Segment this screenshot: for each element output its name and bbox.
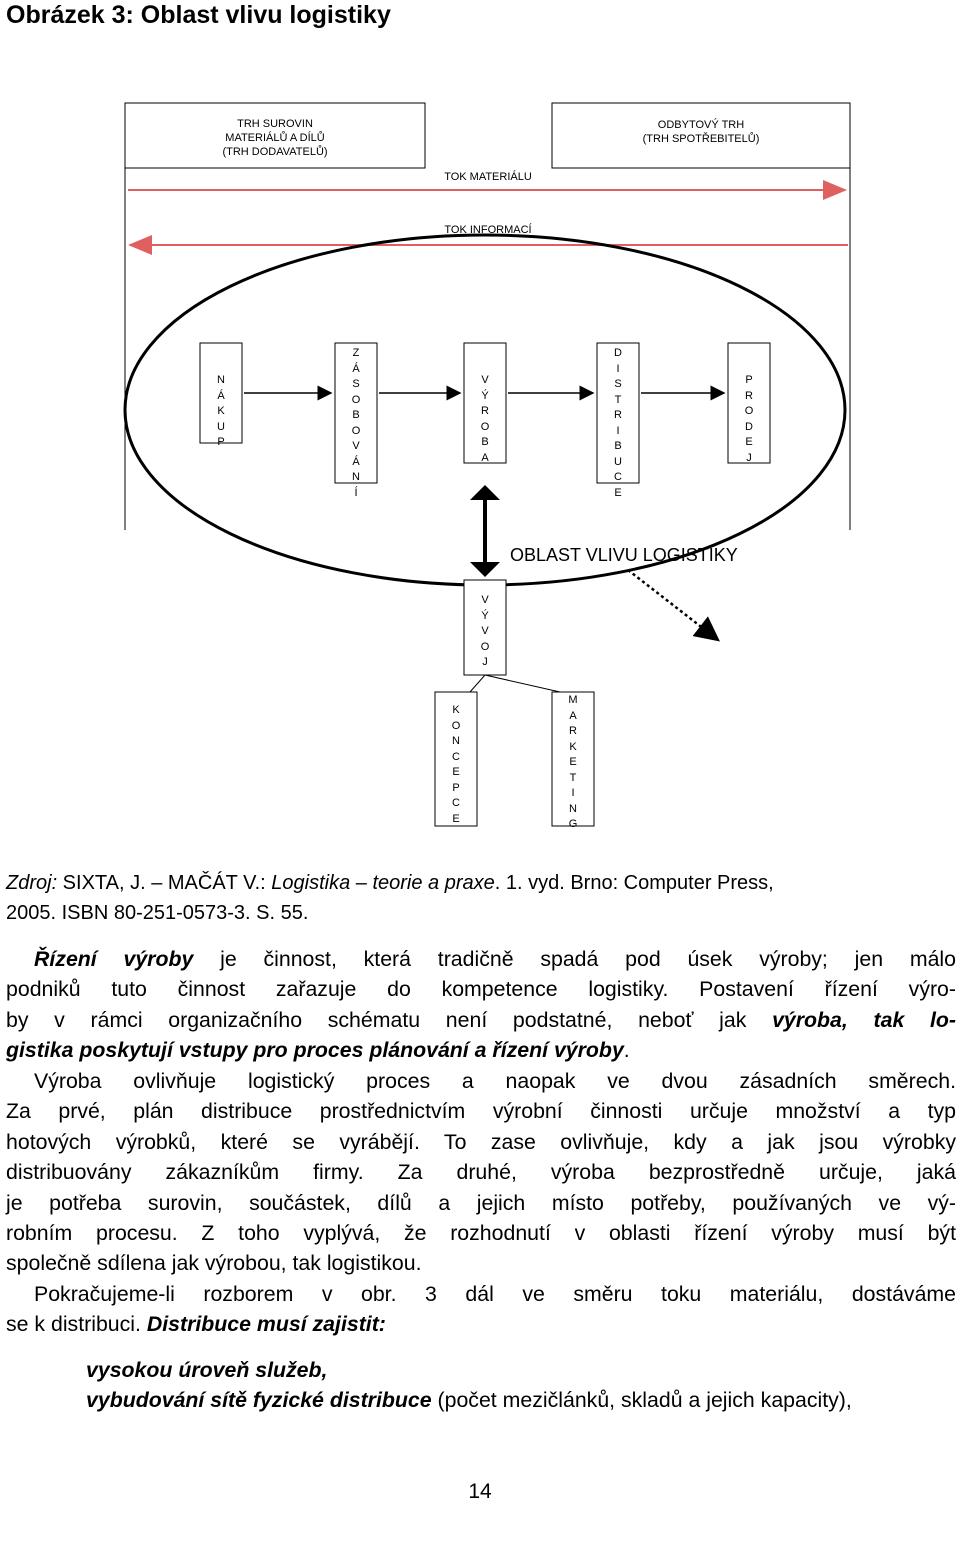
figure-title: Obrázek 3: Oblast vlivu logistiky — [6, 1, 391, 29]
marketing-text: M A R K E T I N G — [568, 694, 578, 830]
material-flow-label: TOK MATERIÁLU — [444, 171, 532, 183]
stage-nakup: N Á K U P — [217, 374, 225, 448]
paragraph-production-control: Řízení výroby je činnost, která tradičně spadá pod úsek výroby; jen málo podniků tuto činnost zařazuje do kompetence logistiky. Postavení řízení výro- by v rámci organizačního schématu není podstatné, neboť jak výroba, tak lo- gistika poskytují vstupy pro proces plánování a řízení výroby. — [6, 947, 957, 1063]
page-number: 14 — [468, 1480, 492, 1503]
concept-text: K O N C E P C E — [451, 704, 461, 825]
bullet-item: vysokou úroveň služeb, — [86, 1358, 328, 1382]
paragraph-production-influence: Výroba ovlivňuje logistický proces a naopak ve dvou zásadních směrech. Za prvé, plán distribuce prostřednictvím výrobní činnosti určuje množství a typ hotových výrobků, které se vyrábějí. To zase ovlivňuje, kdy a jak jsou výrobky distribuovány zákazníkům firmy. Za druhé, výroba bezprostředně určuje, jaká je potřeba surovin, součástek, dílů a jejich místo potřeby, používaných ve vý- robním procesu. Z toho vyplývá, že rozhodnutí v oblasti řízení výroby musí být společně sdílena jak výrobou, tak logistikou. — [6, 1069, 956, 1276]
supply-market-label: TRH SUROVIN MATERIÁLŮ A DÍLŮ (TRH DODAVATELŮ) — [222, 118, 328, 158]
stage-prodej: P R O D E J — [744, 374, 754, 464]
sales-market-label: ODBYTOVÝ TRH (TRH SPOTŘEBITELŮ) — [642, 119, 760, 145]
stage-distribuce: D I S T R I B U C E — [614, 347, 622, 499]
area-label-pointer — [628, 570, 718, 640]
paragraph-distribution: Pokračujeme-li rozborem v obr. 3 dál ve směru toku materiálu, dostáváme se k distribuci. Distribuce musí zajistit: — [6, 1282, 956, 1337]
source-citation: Zdroj: SIXTA, J. – MAČÁT V.: Logistika – teorie a praxe. 1. vyd. Brno: Computer Press, 2005. ISBN 80-251-0573-3. S. 55. — [6, 872, 774, 924]
bullet-item: vybudování sítě fyzické distribuce (počet mezičlánků, skladů a jejich kapacity), — [86, 1388, 852, 1412]
development-text: V Ý V O J — [480, 594, 490, 668]
stage-vyroba: V Ý R O B A — [480, 374, 490, 464]
area-label: OBLAST VLIVU LOGISTIKY — [510, 545, 738, 565]
information-flow-label: TOK INFORMACÍ — [444, 224, 532, 236]
stage-zasobovani: Z Á S O B O V Á N Í — [351, 347, 361, 499]
